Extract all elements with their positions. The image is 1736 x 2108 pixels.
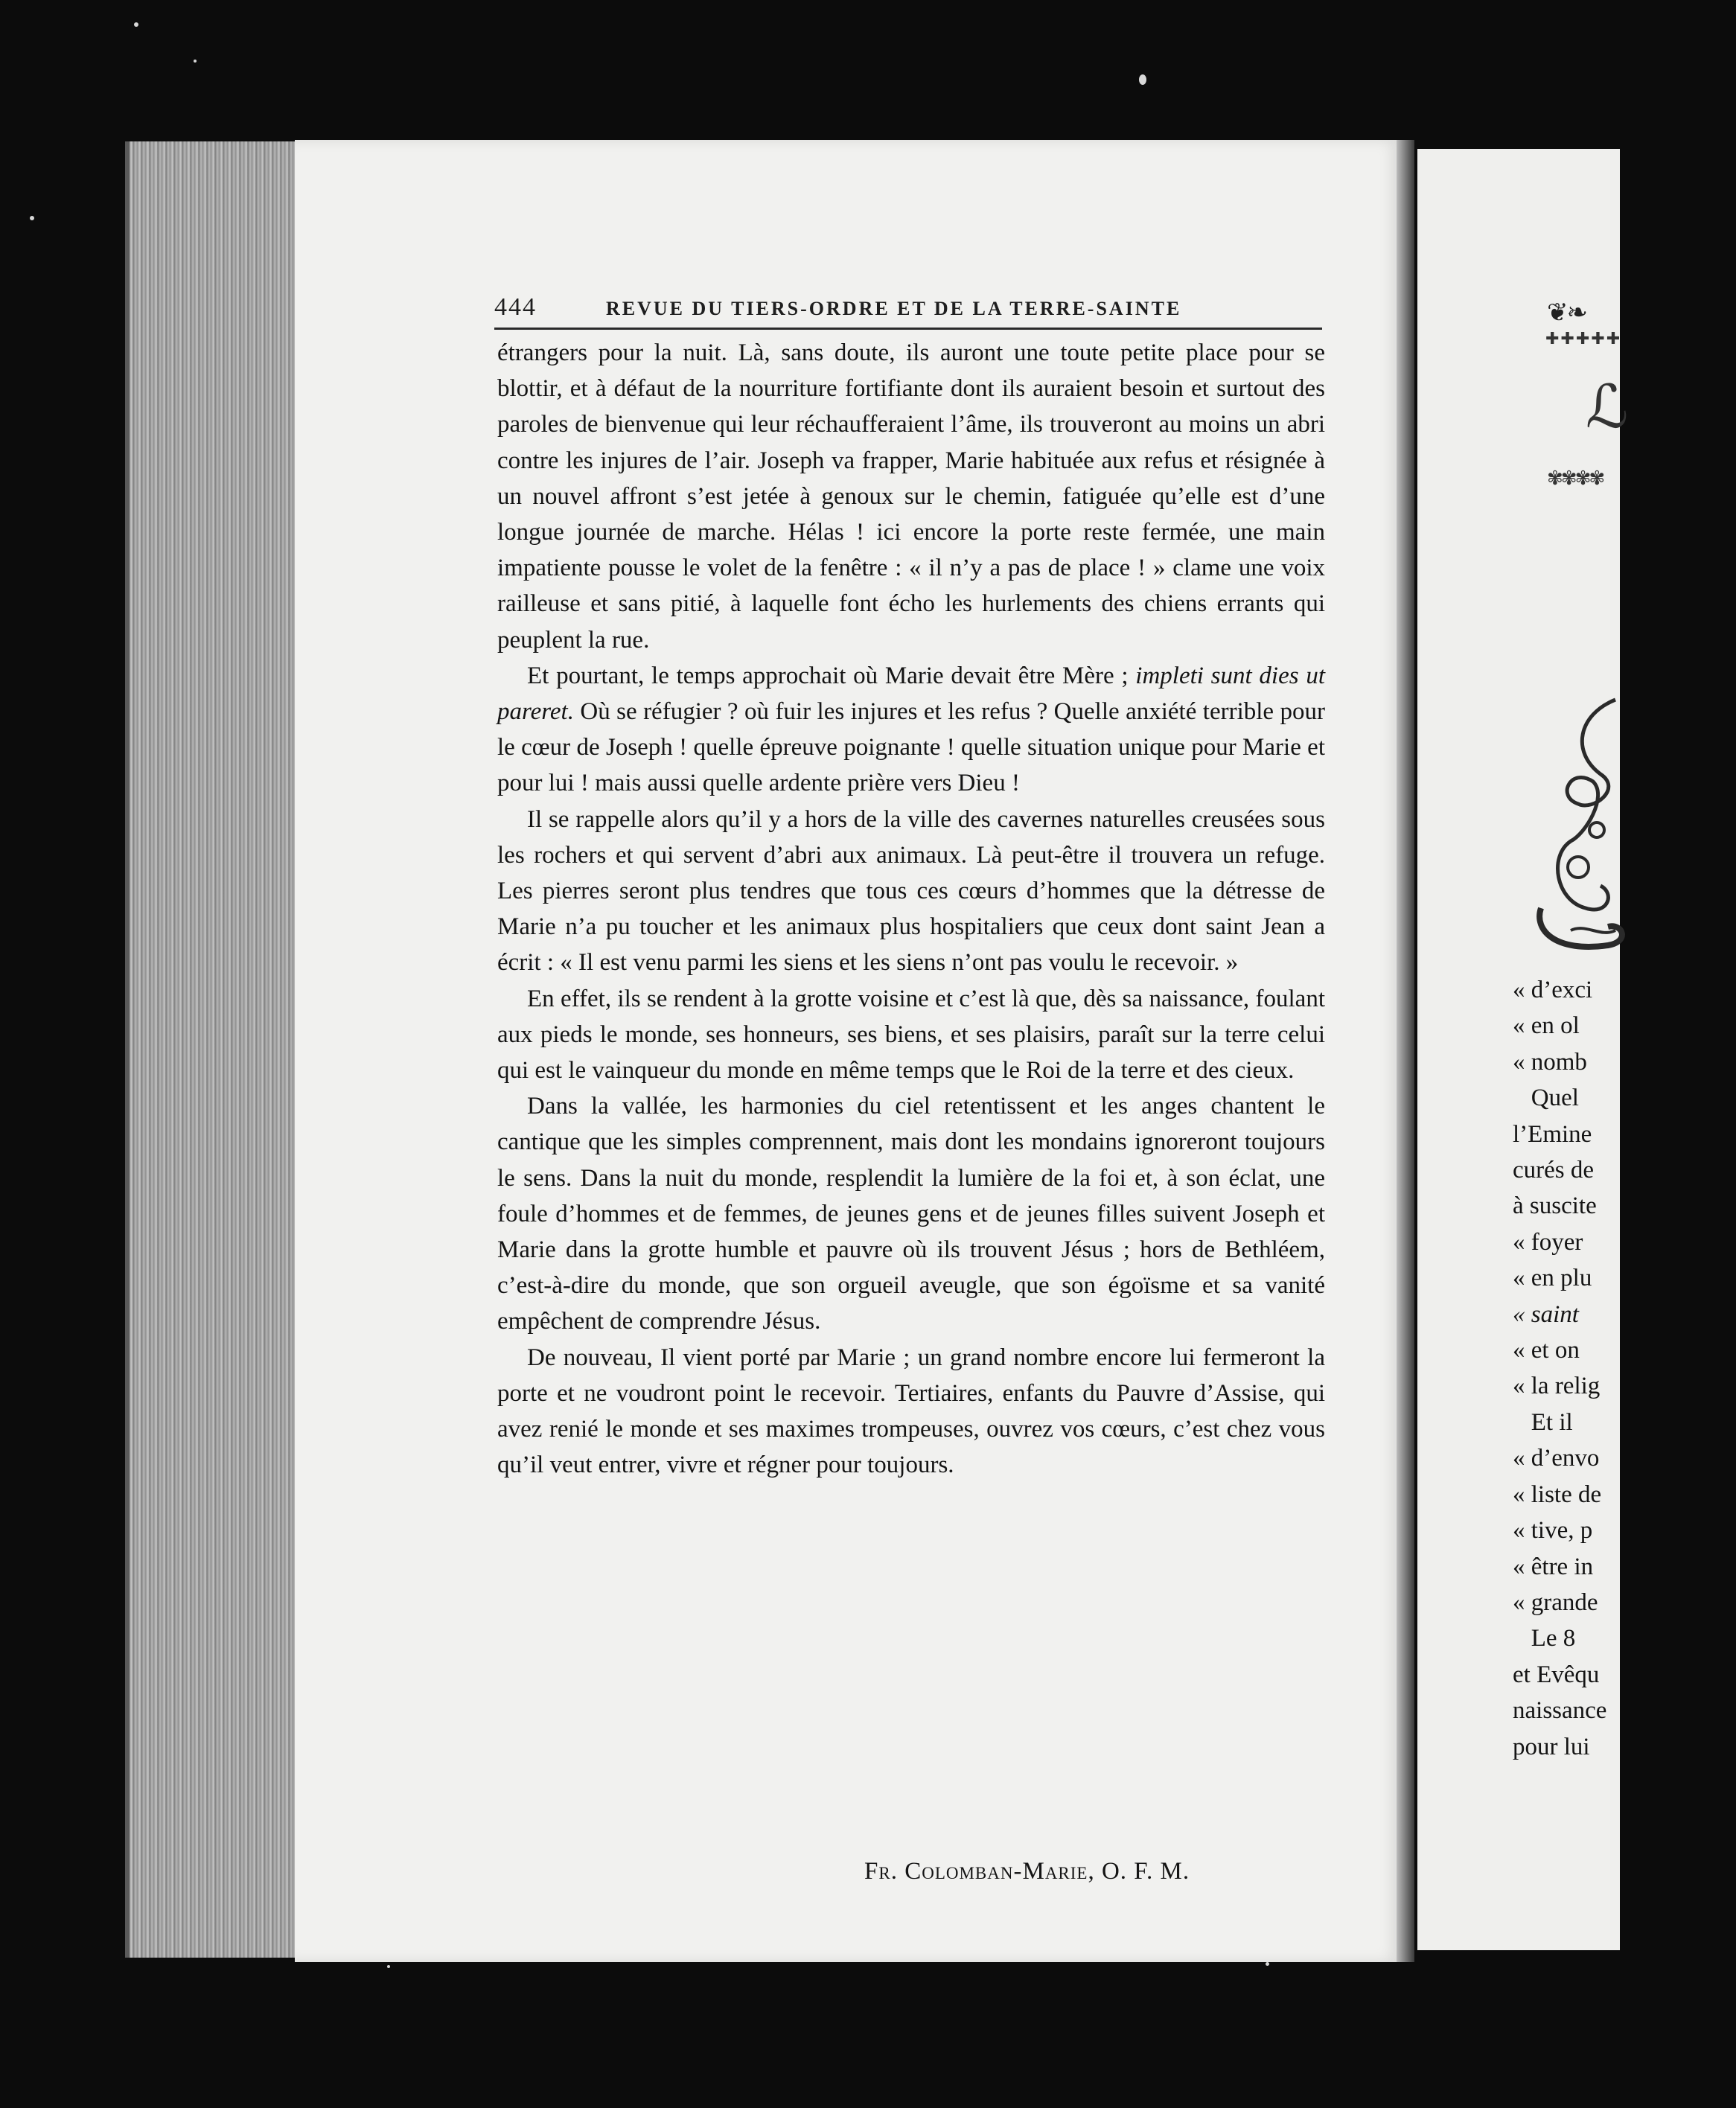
paragraph-text: Où se réfugier ? où fuir les injures et les refus ? Quelle anxiété terrible pour le cœur de Joseph ! quelle épreuve poignante ! quelle situation unique pour Marie et pour lui ! mais aussi quelle ardente prière vers Dieu ! [497,698,1325,797]
right-page-line: naissance [1513,1697,1607,1725]
right-page-line: « grande [1513,1588,1598,1616]
running-head-title: REVUE DU TIERS-ORDRE ET DE LA TERRE-SAINTE [606,298,1182,319]
body-paragraph [497,1340,1325,1483]
paragraph-text: Et pourtant, le temps approchait où Marie devait être Mère ; [527,662,1136,689]
author-signature: Fr. Colomban-Marie, O. F. M. [864,1858,1190,1885]
right-page-line: « en ol [1513,1012,1580,1040]
paragraph-text: Il se rappelle alors qu’il y a hors de la ville des cavernes naturelles creusées sous les rochers et qui servent d’abri aux animaux. Là peut-être il trouvera un refuge. Les pierres seront plus tendres que tous ces cœurs d’hommes que la détresse de Marie n’a pu toucher et les animaux plus hospitaliers que ceux dont saint Jean a écrit : « Il est venu parmi les siens et les siens n’ont pas voulu le recevoir. » [497,805,1325,977]
right-page-line: et Evêqu [1513,1661,1600,1688]
right-page-line: « la relig [1513,1373,1601,1400]
right-page-line: « et on [1513,1337,1580,1364]
film-speck [134,22,138,27]
latin-quote: impleti sunt dies ut pareret. [497,662,1325,726]
book-page-edges [125,141,301,1958]
film-speck [387,1965,390,1968]
right-page-line: curés de [1513,1157,1595,1184]
paragraph-text: étrangers pour la nuit. Là, sans doute, ils auront une toute petite place pour se blottir, et à défaut de la nourriture fortifiante dont ils auraient besoin et surtout des paroles de bienvenue qui leur réchaufferaient l’âme, ils trouveront au moins un abri contre les injures de l’air. Joseph va frapper, Marie habituée aux refus et résignée à un nouvel affront s’est jetée à genoux sur le chemin, fatiguée qu’elle est d’une longue journée de marche. Hélas ! ici encore la porte reste fermée, une main impatiente pousse le volet de la fenêtre : « il n’y a pas de place ! » clame une voix railleuse et sans pitié, à laquelle font écho les hurlements des chiens errants qui peuplent la rue. [497,339,1325,654]
body-paragraph [497,1088,1325,1339]
film-speck [30,216,34,220]
paragraph-text: En effet, ils se rendent à la grotte voisine et c’est là que, dès sa naissance, foulant aux pieds le monde, ses honneurs, ses biens, et ses plaisirs, paraît sur la terre celui qui est le vainqueur du monde en même temps que le Roi de la terre et des cieux. [497,985,1325,1085]
film-speck [194,60,197,63]
right-page-line: Et il [1513,1408,1573,1436]
right-page-line: « nomb [1513,1048,1587,1076]
right-page-text [1513,972,1736,1765]
right-page-line: « tive, p [1513,1517,1593,1545]
right-page-line: « liste de [1513,1481,1602,1508]
ornament-flourish-icon: ❦❧ [1547,299,1586,327]
ornament-band-icon: ✾✾✾✾ [1547,467,1603,489]
article-body [497,335,1325,1483]
body-paragraph [497,658,1325,802]
page-number: 444 [494,293,537,321]
book-gutter [1397,140,1414,1962]
film-speck [1266,1962,1269,1966]
right-page-line: « foyer [1513,1228,1583,1256]
right-page-line: Quel [1513,1085,1579,1112]
right-page-line: l’Emine [1513,1120,1592,1148]
right-page-line: « saint [1513,1300,1579,1328]
body-paragraph [497,981,1325,1089]
running-head [494,289,1322,330]
paragraph-text: Dans la vallée, les harmonies du ciel retentissent et les anges chantent le cantique que les simples comprennent, mais dont les mondains ignoreront toujours le sens. Dans la nuit du monde, resplendit la lumière de la foi et, à son éclat, une foule d’hommes et de femmes, de jeunes gens et de jeunes filles suivent Joseph et Marie dans la grotte humble et pauvre où ils trouvent Jésus ; hors de Bethléem, c’est-à-dire du monde, que son orgueil aveugle, que son égoïsme et sa vanité empêchent de comprendre Jésus. [497,1093,1325,1335]
film-speck [1139,74,1146,85]
paragraph-text: De nouveau, Il vient porté par Marie ; un grand nombre encore lui fermeront la porte et ne voudront point le recevoir. Tertiaires, enfants du Pauvre d’Assise, qui avez renié le monde et ses maximes trompeuses, ouvrez vos cœurs, c’est chez vous qu’il veut entrer, vivre et régner pour toujours. [497,1344,1325,1479]
right-page-line: Le 8 [1513,1625,1576,1652]
decorated-initial-icon [1526,685,1623,968]
right-page-line: « d’envo [1513,1445,1600,1472]
body-paragraph [497,335,1325,658]
ornamental-letter-fragment-icon: ℒ [1586,375,1629,441]
right-page-line: à suscite [1513,1192,1597,1220]
right-page-line: « en plu [1513,1265,1592,1292]
right-page-line: « d’exci [1513,977,1593,1003]
right-page-line: « être in [1513,1553,1594,1580]
body-paragraph [497,802,1325,981]
left-page [295,140,1402,1962]
ornament-crosses-icon: ✚✚✚✚✚ [1545,329,1622,348]
right-page-line: pour lui [1513,1733,1590,1760]
